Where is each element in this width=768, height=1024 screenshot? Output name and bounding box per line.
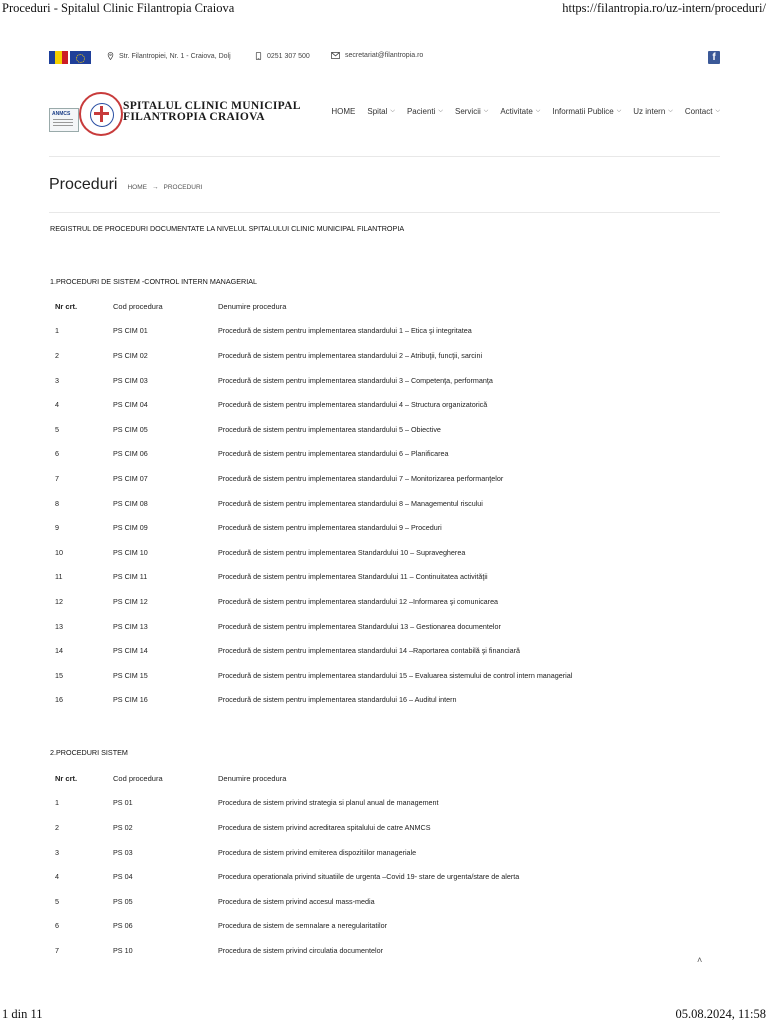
cod-procedura-cell: PS CIM 08 (113, 498, 148, 508)
table-row (55, 638, 572, 663)
nr-crt-cell: 15 (55, 670, 63, 680)
cod-procedura-cell: PS CIM 10 (113, 547, 148, 557)
denumire-procedura-cell: Procedura de sistem privind strategia si planul anual de management (218, 798, 439, 808)
cod-procedura-cell: PS 05 (113, 896, 133, 906)
table-row (55, 688, 572, 713)
denumire-procedura-cell: Procedură de sistem pentru implementarea standardului 9 – Proceduri (218, 523, 442, 533)
denumire-procedura-cell: Procedură de sistem pentru implementarea standardului 5 – Obiective (218, 424, 441, 434)
cod-procedura-cell: PS CIM 07 (113, 473, 148, 483)
page-title-row (49, 176, 203, 194)
denumire-procedura-cell: Procedură de sistem pentru implementarea standardului 8 – Managementul riscului (218, 498, 483, 508)
procedures-table-1 (55, 294, 572, 712)
nr-crt-cell: 3 (55, 847, 59, 857)
header-cod-procedura-cell: Cod procedura (113, 301, 163, 311)
cod-procedura-cell: PS CIM 04 (113, 400, 148, 410)
breadcrumb (127, 184, 202, 191)
romania-flag-icon (49, 51, 68, 64)
print-page-title: Proceduri - Spitalul Clinic Filantropia Craiova (2, 1, 235, 15)
denumire-procedura-cell: Procedură de sistem pentru implementarea Standardului 11 – Continuitatea activităţii (218, 572, 488, 582)
cod-procedura-cell: PS CIM 12 (113, 596, 148, 606)
nav-item-servicii[interactable]: Servicii ⌵ (454, 107, 489, 116)
nr-crt-cell: 14 (55, 646, 63, 656)
email-text[interactable]: secretariat@filantropia.ro (345, 52, 424, 59)
nr-crt-cell: 9 (55, 523, 59, 533)
table-row (55, 663, 572, 688)
nr-crt-cell: 5 (55, 896, 59, 906)
cod-procedura-cell: PS CIM 02 (113, 350, 148, 360)
table-row (55, 864, 519, 889)
facebook-icon[interactable]: f (708, 51, 720, 64)
denumire-procedura-cell: Procedura de sistem privind accesul mass-media (218, 896, 375, 906)
denumire-procedura-cell: Procedură de sistem pentru implementarea standardului 14 –Raportarea contabilă şi financiară (218, 646, 521, 656)
table-row (55, 914, 519, 939)
table-row (55, 343, 572, 368)
cod-procedura-cell: PS CIM 16 (113, 695, 148, 705)
top-info-bar (49, 48, 720, 66)
table-row (55, 368, 572, 393)
cod-procedura-cell: PS 10 (113, 945, 133, 955)
title-divider (49, 212, 720, 213)
denumire-procedura-cell: Procedură de sistem pentru implementarea standardului 7 – Monitorizarea performanţelor (218, 473, 504, 483)
header-nr-crt-cell: Nr crt. (55, 773, 78, 783)
nav-item-pacienti[interactable]: Pacienti ⌵ (406, 107, 443, 116)
mail-icon (331, 52, 340, 59)
nr-crt-cell: 13 (55, 621, 63, 631)
chevron-down-icon: ⌵ (535, 108, 541, 114)
table-row (55, 442, 572, 467)
table-row (55, 466, 572, 491)
chevron-down-icon: ⌵ (483, 108, 489, 114)
address-text: Str. Filantropiei, Nr. 1 - Craiova, Dolj (119, 52, 231, 60)
breadcrumb-current: PROCEDURI (163, 184, 203, 191)
table-row (55, 791, 519, 816)
header-nr-crt-cell: Nr crt. (55, 301, 78, 311)
cod-procedura-cell: PS CIM 14 (113, 646, 148, 656)
denumire-procedura-cell: Procedura de sistem privind emiterea dispozitiilor manageriale (218, 847, 417, 857)
section-title: 1.PROCEDURI DE SISTEM -CONTROL INTERN MANAGERIAL (50, 277, 257, 286)
cod-procedura-cell: PS CIM 06 (113, 449, 148, 459)
email-item[interactable] (331, 52, 423, 59)
print-header (0, 0, 768, 16)
denumire-procedura-cell: Procedură de sistem pentru implementarea standardului 16 – Auditul intern (218, 695, 457, 705)
nr-crt-cell: 7 (55, 473, 59, 483)
table-row (55, 392, 572, 417)
table-row (55, 565, 572, 590)
table-row (55, 938, 519, 963)
cod-procedura-cell: PS CIM 15 (113, 670, 148, 680)
cod-procedura-cell: PS CIM 01 (113, 326, 148, 336)
cod-procedura-cell: PS 02 (113, 822, 133, 832)
nr-crt-cell: 2 (55, 822, 59, 832)
logo-line-2: FILANTROPIA CRAIOVA (123, 111, 265, 123)
denumire-procedura-cell: Procedură de sistem pentru implementarea Standardului 10 – Supravegherea (218, 547, 466, 557)
phone-text[interactable]: 0251 307 500 (267, 52, 310, 60)
anmcs-badge (49, 108, 79, 132)
denumire-procedura-cell: Procedura de sistem privind acreditarea spitalului de catre ANMCS (218, 822, 431, 832)
denumire-procedura-cell: Procedura de sistem privind circulatia documentelor (218, 945, 383, 955)
cod-procedura-cell: PS CIM 13 (113, 621, 148, 631)
nr-crt-cell: 11 (55, 572, 63, 582)
breadcrumb-arrow-icon: → (151, 184, 159, 191)
denumire-procedura-cell: Procedură de sistem pentru implementarea standardului 2 – Atribuţii, funcţii, sarcini (218, 350, 483, 360)
nr-crt-cell: 1 (55, 326, 59, 336)
chevron-down-icon: ⌵ (438, 108, 443, 114)
address-item (107, 52, 231, 60)
table-row (55, 515, 572, 540)
denumire-procedura-cell: Procedură de sistem pentru implementarea standardului 4 – Structura organizatorică (218, 400, 488, 410)
nav-item-spital[interactable]: Spital ⌵ (367, 107, 395, 116)
nav-item-activitate[interactable]: Activitate ⌵ (500, 107, 541, 116)
print-page-url: https://filantropia.ro/uz-intern/proceduri/ (562, 1, 766, 15)
denumire-procedura-cell: Procedura de sistem de semnalare a neregularitatilor (218, 921, 387, 931)
table-header-row (55, 766, 519, 791)
anmcs-badge-label: ANMCS (52, 111, 71, 117)
chevron-down-icon: ⌵ (390, 108, 395, 114)
table-row (55, 319, 572, 344)
nr-crt-cell: 12 (55, 596, 63, 606)
nav-item-contact[interactable]: Contact ⌵ (684, 107, 720, 116)
cod-procedura-cell: PS CIM 09 (113, 523, 148, 533)
phone-item[interactable] (255, 52, 310, 60)
nr-crt-cell: 3 (55, 375, 59, 385)
table-row (55, 815, 519, 840)
cod-procedura-cell: PS CIM 03 (113, 375, 148, 385)
cod-procedura-cell: PS 01 (113, 798, 133, 808)
print-page-count: 1 din 11 (2, 1007, 43, 1021)
page-title: Proceduri (49, 176, 118, 193)
cod-procedura-cell: PS 03 (113, 847, 133, 857)
denumire-procedura-cell: Procedura operationala privind situatiile de urgenta –Covid 19- stare de urgenta/stare de alerta (218, 872, 520, 882)
nr-crt-cell: 8 (55, 498, 59, 508)
location-icon (107, 52, 114, 60)
cod-procedura-cell: PS 04 (113, 872, 133, 882)
nr-crt-cell: 2 (55, 350, 59, 360)
cod-procedura-cell: PS 06 (113, 921, 133, 931)
nav-item-uz-intern[interactable]: Uz intern ⌵ (633, 107, 673, 116)
header-cod-procedura-cell: Cod procedura (113, 773, 163, 783)
header-divider (49, 156, 720, 157)
denumire-procedura-cell: Procedură de sistem pentru implementarea standardului 12 –Informarea şi comunicarea (218, 596, 499, 606)
nav-item-informatii-publice[interactable]: Informatii Publice ⌵ (552, 107, 622, 116)
chevron-down-icon: ⌵ (715, 108, 720, 114)
chevron-down-icon: ⌵ (616, 108, 622, 114)
nr-crt-cell: 6 (55, 921, 59, 931)
header-denumire-procedura-cell: Denumire procedura (218, 773, 287, 783)
nr-crt-cell: 10 (55, 547, 63, 557)
denumire-procedura-cell: Procedură de sistem pentru implementarea Standardului 13 – Gestionarea documentelor (218, 621, 501, 631)
table-row (55, 491, 572, 516)
nr-crt-cell: 6 (55, 449, 59, 459)
denumire-procedura-cell: Procedură de sistem pentru implementarea standardului 1 – Etica şi integritatea (218, 326, 472, 336)
chevron-down-icon: ⌵ (668, 108, 673, 114)
table-row (55, 614, 572, 639)
eu-flag-icon (70, 51, 91, 64)
nr-crt-cell: 1 (55, 798, 59, 808)
nr-crt-cell: 16 (55, 695, 63, 705)
nr-crt-cell: 5 (55, 424, 59, 434)
table-row (55, 417, 572, 442)
scroll-to-top-icon[interactable]: ˄ (697, 955, 703, 965)
section-title: 2.PROCEDURI SISTEM (50, 748, 128, 757)
register-title: REGISTRUL DE PROCEDURI DOCUMENTATE LA NIVELUL SPITALULUI CLINIC MUNICIPAL FILANTROPIA (50, 224, 405, 233)
print-footer (0, 1006, 768, 1024)
denumire-procedura-cell: Procedură de sistem pentru implementarea standardului 6 – Planificarea (218, 449, 449, 459)
hospital-seal-logo[interactable] (79, 92, 123, 136)
site-header (49, 90, 720, 134)
table-header-row (55, 294, 572, 319)
logo-line-1: SPITALUL CLINIC MUNICIPAL (123, 100, 301, 112)
nr-crt-cell: 4 (55, 400, 59, 410)
table-row (55, 889, 519, 914)
main-nav (331, 107, 720, 116)
cod-procedura-cell: PS CIM 05 (113, 424, 148, 434)
table-row (55, 589, 572, 614)
nr-crt-cell: 4 (55, 872, 59, 882)
denumire-procedura-cell: Procedură de sistem pentru implementarea standardului 15 – Evaluarea sistemului de control intern managerial (218, 670, 573, 680)
procedures-table-2 (55, 766, 519, 963)
phone-icon (255, 52, 262, 60)
table-row (55, 540, 572, 565)
table-row (55, 840, 519, 865)
denumire-procedura-cell: Procedură de sistem pentru implementarea standardului 3 – Competenţa, performanţa (218, 375, 493, 385)
cod-procedura-cell: PS CIM 11 (113, 572, 148, 582)
nav-item-home[interactable]: HOME (331, 107, 356, 116)
breadcrumb-home[interactable]: HOME (127, 184, 147, 191)
hospital-name-logo[interactable] (123, 101, 301, 123)
print-datetime: 05.08.2024, 11:58 (675, 1007, 766, 1021)
nr-crt-cell: 7 (55, 945, 59, 955)
header-denumire-procedura-cell: Denumire procedura (218, 301, 287, 311)
